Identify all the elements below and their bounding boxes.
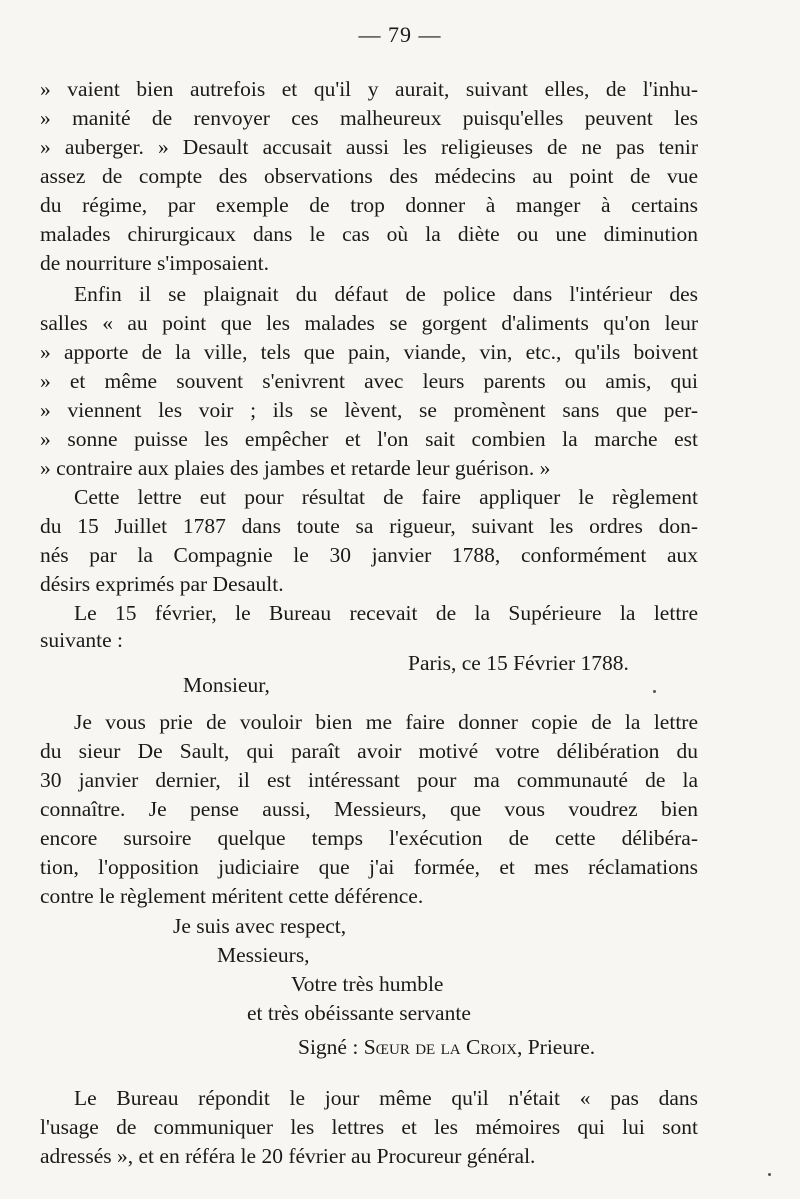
letter-signature xyxy=(298,1033,698,1062)
text-line: » apporte de la ville, tels que pain, viande, vin, etc., qu'ils boivent xyxy=(40,340,698,364)
text-line: l'usage de communiquer les lettres et les mémoires qui lui sont xyxy=(40,1115,698,1139)
signature-prefix: Signé : xyxy=(298,1035,364,1059)
letter-closing: Je suis avec respect, xyxy=(173,914,347,938)
text-line: adressés », et en référa le 20 février au Procureur général. xyxy=(40,1144,536,1168)
text-line: Je vous prie de vouloir bien me faire donner copie de la lettre xyxy=(74,710,698,734)
text-line: contre le règlement méritent cette déférence. xyxy=(40,884,424,908)
text-line: » et même souvent s'enivrent avec leurs parents ou amis, qui xyxy=(40,369,698,393)
text-line: du 15 Juillet 1787 dans toute sa rigueur, suivant les ordres don- xyxy=(40,514,698,538)
signature-name: Sœur de la Croix xyxy=(363,1035,517,1059)
page-number: — 79 — xyxy=(358,22,442,47)
text-line: de nourriture s'imposaient. xyxy=(40,251,269,275)
letter-salutation: Monsieur, xyxy=(183,673,270,697)
text-line: salles « au point que les malades se gorgent d'aliments qu'on leur xyxy=(40,311,698,335)
text-line: 30 janvier dernier, il est intéressant pour ma communauté de la xyxy=(40,768,698,792)
text-line: » auberger. » Desault accusait aussi les religieuses de ne pas tenir xyxy=(40,135,698,159)
text-line: » contraire aux plaies des jambes et retarde leur guérison. » xyxy=(40,456,551,480)
text-line: connaître. Je pense aussi, Messieurs, que vous voudrez bien xyxy=(40,797,698,821)
letter-date: Paris, ce 15 Février 1788. xyxy=(408,651,629,675)
paper-speck xyxy=(768,1173,771,1176)
letter-closing-address: Messieurs, xyxy=(217,943,310,967)
text-line: assez de compte des observations des médecins au point de vue xyxy=(40,164,698,188)
text-line: du sieur De Sault, qui paraît avoir motivé votre délibération du xyxy=(40,739,698,763)
letter-closing-servant: et très obéissante servante xyxy=(247,1001,471,1025)
signature-suffix: , Prieure. xyxy=(516,1035,596,1059)
paper-speck xyxy=(653,690,656,693)
text-line: » viennent les voir ; ils se lèvent, se promènent sans que per- xyxy=(40,398,698,422)
text-line: Le Bureau répondit le jour même qu'il n'était « pas dans xyxy=(74,1086,698,1110)
text-line: malades chirurgicaux dans le cas où la diète ou une diminution xyxy=(40,222,698,246)
text-line: Cette lettre eut pour résultat de faire appliquer le règlement xyxy=(74,485,698,509)
text-line: » sonne puisse les empêcher et l'on sait combien la marche est xyxy=(40,427,698,451)
text-line: encore sursoire quelque temps l'exécution de cette délibéra- xyxy=(40,826,698,850)
text-line: » manité de renvoyer ces malheureux puisqu'elles peuvent les xyxy=(40,106,698,130)
text-line: Le 15 février, le Bureau recevait de la Supérieure la lettre xyxy=(74,601,698,625)
text-line: Enfin il se plaignait du défaut de police dans l'intérieur des xyxy=(74,282,698,306)
text-line: désirs exprimés par Desault. xyxy=(40,572,284,596)
text-line: du régime, par exemple de trop donner à manger à certains xyxy=(40,193,698,217)
text-line: » vaient bien autrefois et qu'il y aurait, suivant elles, de l'inhu- xyxy=(40,77,698,101)
text-line: tion, l'opposition judiciaire que j'ai formée, et mes réclamations xyxy=(40,855,698,879)
text-line: suivante : xyxy=(40,628,123,652)
letter-closing-humble: Votre très humble xyxy=(291,972,444,996)
text-line: nés par la Compagnie le 30 janvier 1788, conformément aux xyxy=(40,543,698,567)
